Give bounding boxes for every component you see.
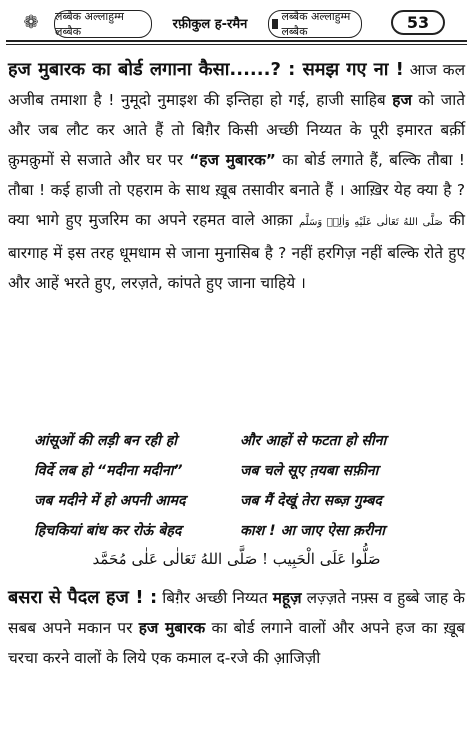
salat-line: صَلُّوا عَلَى الْحَبِيب ! صَلَّى اللهُ تَعَالٰى عَلٰى مُحَمَّد bbox=[92, 550, 381, 568]
section-2-text-b: लज़्ज़ते नफ़्स व हुब्बे जाह के सबब अपने मकान पर bbox=[8, 589, 465, 637]
section-2-paragraph bbox=[8, 583, 465, 673]
section-1 bbox=[8, 55, 465, 298]
section-1-text-a: आज कल अजीब तमाशा है ! नुमूदो नुमाइश की इन्तिहा हो गई, हाजी साहिब bbox=[8, 61, 465, 109]
poem bbox=[8, 425, 465, 545]
flower-ornament-icon: ❁ bbox=[23, 11, 39, 33]
poem-row bbox=[8, 455, 465, 485]
header-right-label-text: लब्बैक अल्लाहुम्म लब्बैक bbox=[281, 10, 351, 38]
quoted-hajj-mubarak: “हज मुबारक” bbox=[189, 151, 276, 169]
poem-line-left: विर्दे लब हो “मदीना मदीना” bbox=[34, 462, 183, 479]
header-left-label-text: लब्बैक अल्लाहुम्म लब्बैक bbox=[55, 10, 124, 38]
section-2-heading: बसरा से पैदल हज ! : bbox=[8, 587, 158, 608]
poem-line-right: जब चले सूए त़यबा सफ़ीना bbox=[240, 462, 379, 479]
section-1-heading: हज मुबारक का बोर्ड लगाना कैसा......? : समझ गए ना ! bbox=[8, 59, 404, 80]
section-2 bbox=[8, 583, 465, 673]
poem-line-left: जब मदीने में हो अपनी आमद bbox=[34, 492, 186, 509]
section-1-text-b: को जाते और जब लौट कर आते हैं तो बिग़ैर किसी अच्छी निय्यत के पूरी इमारत बर्क़ी क़ुमक़ुमों से सजाते और घर पर bbox=[8, 91, 465, 169]
section-2-text-a: बिग़ैर अच्छी निय्यत bbox=[162, 589, 268, 607]
section-2-bold-a: महूज़ bbox=[272, 589, 302, 607]
section-1-text-d: की बारगाह में इस तरह धूमधाम से जाना मुनासिब है ? नहीं हरगिज़ नहीं बल्कि रोते हुए और आहें भरते हुए, लरज़ते, कांपते हुए जाना चाहिये । bbox=[8, 211, 465, 292]
poem-row bbox=[8, 485, 465, 515]
header-divider bbox=[6, 40, 467, 42]
poem-line-right: जब मैं देखूं तेरा सब्ज़ गुम्बद bbox=[240, 492, 382, 509]
page-header bbox=[6, 4, 467, 48]
page-number-value: 53 bbox=[391, 10, 445, 35]
poem-line-left: हिचकियां बांध कर रोऊं बेहद bbox=[34, 522, 182, 539]
header-left-label bbox=[54, 10, 152, 38]
header-divider-thin bbox=[6, 44, 467, 45]
poem-line-right: काश ! आ जाए ऐसा क़रीना bbox=[240, 522, 385, 539]
bold-hajj: हज bbox=[392, 91, 412, 109]
poem-row bbox=[8, 425, 465, 455]
page-number bbox=[378, 7, 458, 37]
section-1-text-c: का बोर्ड लगाते हैं, बल्कि तौबा ! तौबा ! कई हाजी तो एहराम के साथ ख़ूब तसावीर बनाते हैं । आख़िर येह क्या है ? क्या भागे हुए मुजरिम का अपने रहमत वाले आक़ा bbox=[8, 151, 465, 229]
poem-line-left: आंसूओं की लड़ी बन रही हो bbox=[34, 432, 177, 449]
section-2-text-c: का बोर्ड लगाने वालों और अपने हज का ख़ूब चरचा करने वालों के लिये एक कमाल द-रजे की आ़जिज़ी bbox=[8, 619, 465, 667]
poem-row bbox=[8, 515, 465, 545]
poem-line-right: और आहों से फटता हो सीना bbox=[240, 432, 387, 449]
section-1-paragraph bbox=[8, 55, 465, 298]
header-title: रफ़ीकुल ह-रमैन bbox=[172, 17, 248, 32]
header-right-label bbox=[268, 10, 362, 38]
salutation-text: صَلَّى اللهُ تَعَالٰی عَلَیْهِ وَاٰلِهٖ وَسَلَّم bbox=[299, 217, 443, 228]
kaaba-icon bbox=[272, 19, 278, 29]
section-2-bold-b: हज मुबारक bbox=[138, 619, 206, 637]
